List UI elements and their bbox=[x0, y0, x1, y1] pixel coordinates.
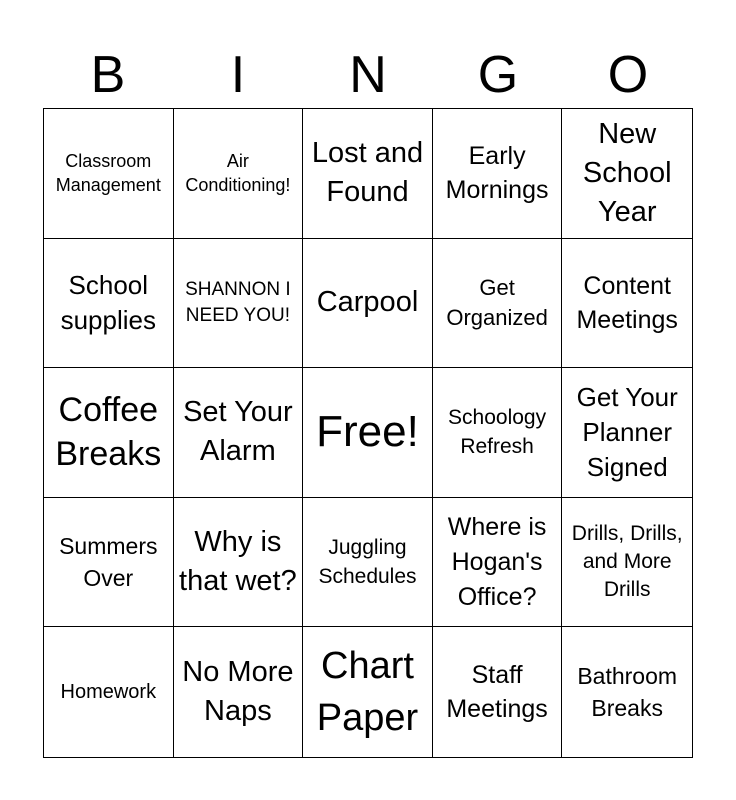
bingo-cell[interactable] bbox=[174, 627, 304, 757]
cell-label: Bathroom Breaks bbox=[577, 663, 678, 722]
bingo-header bbox=[43, 42, 693, 108]
header-letter-i: I bbox=[230, 46, 246, 104]
header-letter-n: N bbox=[349, 46, 387, 104]
cell-label: Summers Over bbox=[59, 533, 158, 592]
cell-label: Get Your Planner Signed bbox=[576, 381, 678, 482]
bingo-cell[interactable] bbox=[303, 627, 433, 757]
bingo-cell[interactable] bbox=[174, 368, 304, 498]
bingo-cell[interactable] bbox=[433, 368, 563, 498]
bingo-cell[interactable] bbox=[44, 109, 174, 239]
cell-label: Schoology Refresh bbox=[448, 406, 547, 459]
bingo-cell[interactable] bbox=[562, 239, 692, 369]
cell-label: Juggling Schedules bbox=[318, 536, 417, 589]
cell-label: SHANNON I NEED YOU! bbox=[185, 278, 291, 326]
header-letter-g: G bbox=[477, 46, 519, 104]
bingo-cell[interactable] bbox=[44, 498, 174, 628]
bingo-cell[interactable] bbox=[433, 498, 563, 628]
cell-label: Lost and Found bbox=[311, 137, 424, 209]
cell-label: Air Conditioning! bbox=[185, 151, 291, 196]
cell-label: Carpool bbox=[316, 286, 419, 319]
bingo-cell[interactable] bbox=[44, 239, 174, 369]
bingo-cell[interactable] bbox=[562, 498, 692, 628]
bingo-cell[interactable] bbox=[174, 498, 304, 628]
cell-label: Get Organized bbox=[446, 274, 548, 330]
cell-label: Chart Paper bbox=[316, 645, 419, 740]
cell-label: Where is Hogan's Office? bbox=[447, 512, 547, 611]
header-letter-b: B bbox=[90, 46, 126, 104]
cell-label: New School Year bbox=[582, 117, 672, 228]
header-letter-o: O bbox=[607, 46, 649, 104]
bingo-cell[interactable] bbox=[303, 239, 433, 369]
bingo-cell[interactable] bbox=[433, 109, 563, 239]
bingo-cell[interactable] bbox=[44, 627, 174, 757]
cell-label: Classroom Management bbox=[55, 151, 161, 196]
bingo-board bbox=[43, 108, 693, 758]
bingo-cell[interactable] bbox=[433, 627, 563, 757]
cell-label: Why is that wet? bbox=[179, 526, 297, 598]
cell-label: No More Naps bbox=[182, 656, 294, 728]
bingo-cell[interactable] bbox=[174, 239, 304, 369]
bingo-cell[interactable] bbox=[303, 368, 433, 498]
cell-label: Set Your Alarm bbox=[183, 396, 293, 468]
bingo-cell[interactable] bbox=[562, 109, 692, 239]
cell-label: Staff Meetings bbox=[446, 661, 548, 724]
cell-label: Homework bbox=[60, 681, 157, 704]
cell-label: Coffee Breaks bbox=[55, 391, 162, 474]
bingo-cell[interactable] bbox=[303, 498, 433, 628]
bingo-cell[interactable] bbox=[433, 239, 563, 369]
cell-label: School supplies bbox=[60, 269, 156, 335]
bingo-cell[interactable] bbox=[174, 109, 304, 239]
bingo-cell[interactable] bbox=[303, 109, 433, 239]
bingo-cell[interactable] bbox=[562, 627, 692, 757]
bingo-cell[interactable] bbox=[44, 368, 174, 498]
free-space: Free! bbox=[316, 407, 419, 457]
bingo-cell[interactable] bbox=[562, 368, 692, 498]
cell-label: Early Mornings bbox=[445, 142, 549, 205]
cell-label: Content Meetings bbox=[576, 271, 678, 334]
cell-label: Drills, Drills, and More Drills bbox=[571, 522, 683, 602]
